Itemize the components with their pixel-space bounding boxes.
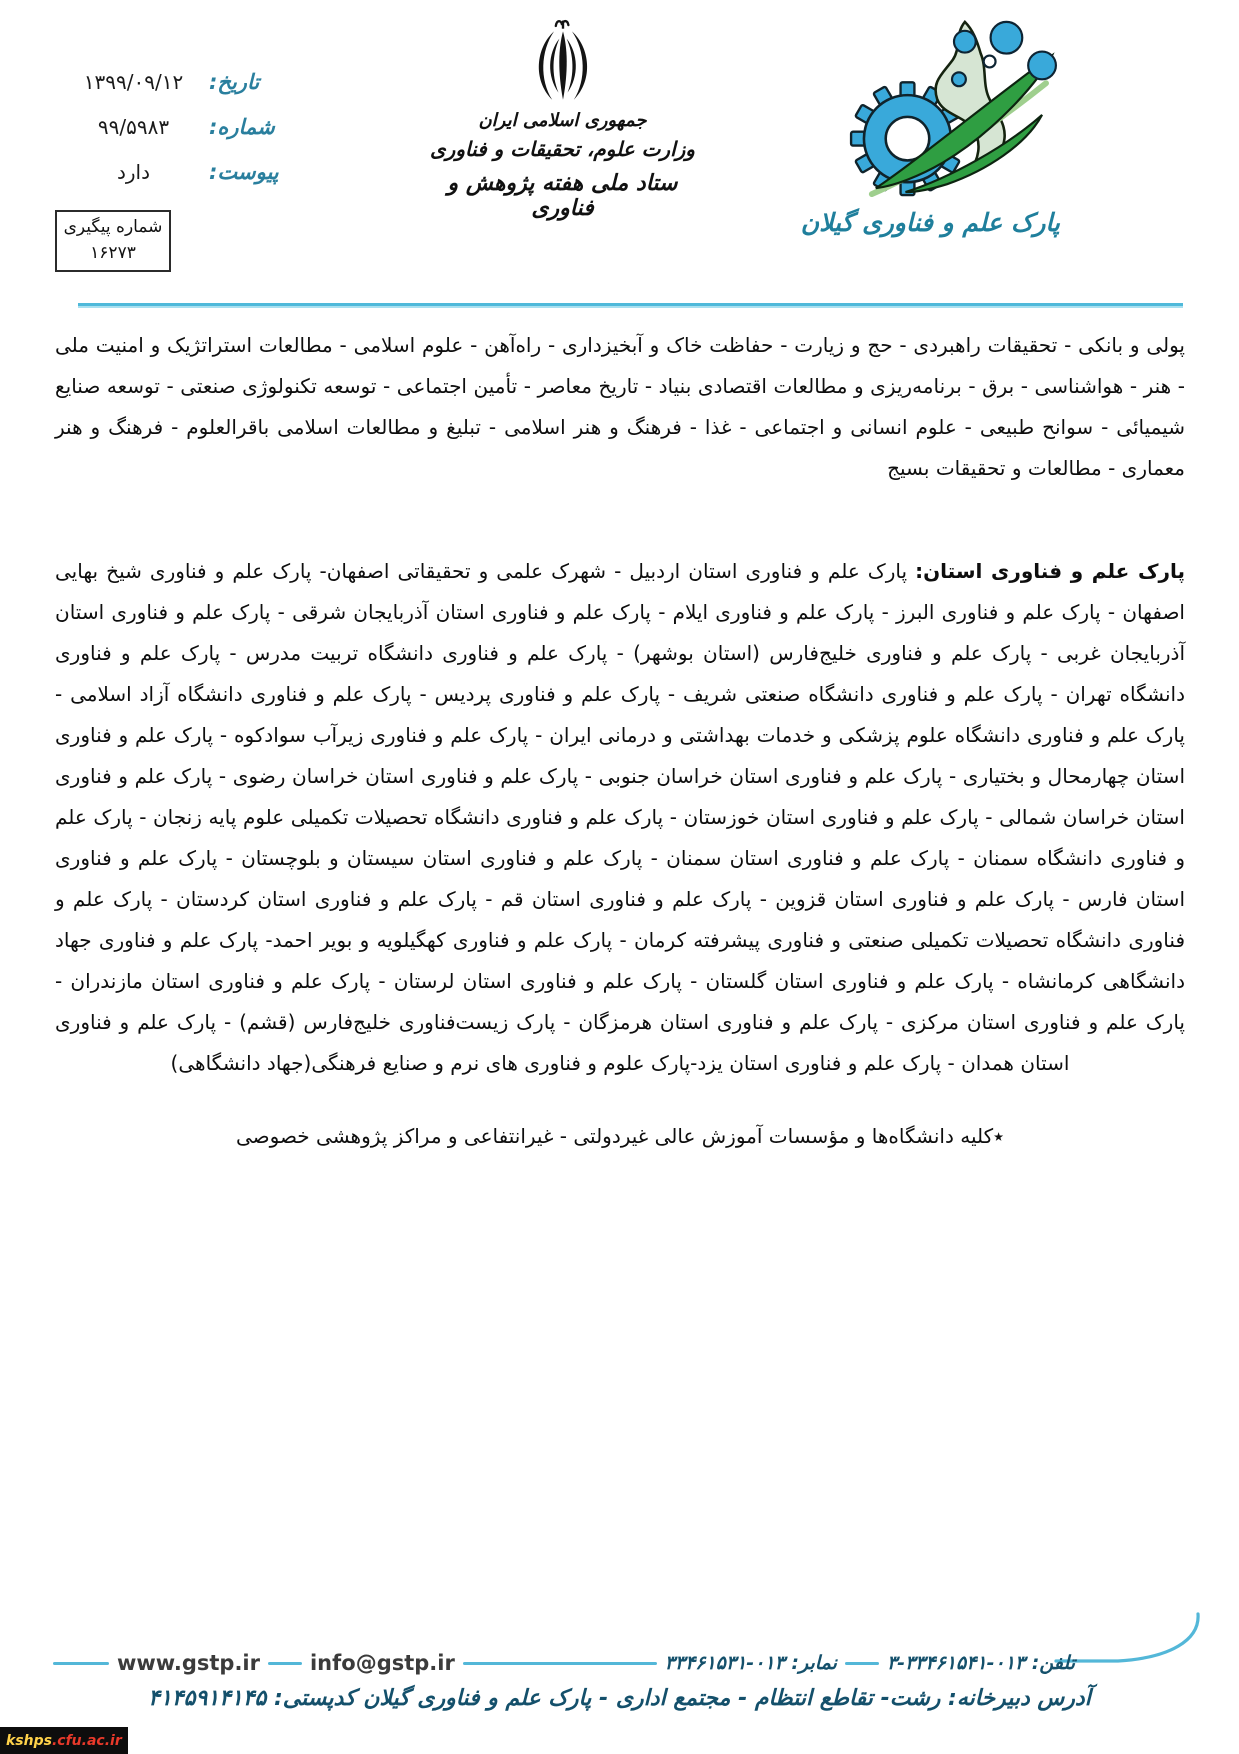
footer-website: www.gstp.ir	[117, 1651, 260, 1675]
tracking-number-box	[55, 210, 171, 272]
watermark-text-right: .cfu.ac.ir	[51, 1732, 122, 1749]
meta-row-number	[58, 115, 293, 139]
gilan-stp-logo-icon	[848, 12, 1058, 200]
tracking-number-label: شماره پیگیری	[63, 217, 163, 237]
letterhead-center	[425, 16, 700, 221]
republic-title: جمهوری اسلامی ایران	[478, 110, 647, 131]
footer-address: آدرس دبیرخانه: رشت- تقاطع انتظام - مجتمع اداری - پارک علم و فناوری گیلان کدپستی: ۴۱۴۵۹۱۴۱۴۵	[148, 1686, 1091, 1711]
footer-rule-segment	[53, 1662, 109, 1665]
recipients-paragraph-1: پولی و بانکی - تحقیقات راهبردی - حج و زیارت - حفاظت خاک و آبخیزداری - راه‌آهن - علوم اسلامی - مطالعات استراتژیک و امنیت ملی - هنر - هواشناسی - برق - برنامه‌ریزی و مطالعات اقتصادی بنیاد - تاریخ معاصر - تأمین اجتماعی - توسعه تکنولوژی صنعتی - توسعه صنایع شیمیائی - سوانح طبیعی - علوم انسانی و اجتماعی - غذا - فرهنگ و هنر اسلامی - تبلیغ و مطالعات اسلامی باقرالعلوم - فرهنگ و هنر معماری - مطالعات و تحقیقات بسیج	[55, 333, 1185, 480]
iran-emblem-icon	[527, 16, 599, 108]
recipients-paragraph-2	[55, 551, 1185, 1084]
paragraph-2-text: پارک علم و فناوری استان اردبیل - شهرک علمی و تحقیقاتی اصفهان- پارک علم و فناوری شیخ بهایی اصفهان - پارک علم و فناوری البرز - پارک علم و فناوری ایلام - پارک علم و فناوری استان آذربایجان شرقی - پارک علم و فناوری استان آذربایجان غربی - پارک علم و فناوری خلیج‌فارس (استان بوشهر) - پارک علم و فناوری دانشگاه تربیت مدرس - پارک علم و فناوری دانشگاه تهران - پارک علم و فناوری دانشگاه صنعتی شریف - پارک علم و فناوری پردیس - پارک علم و فناوری دانشگاه آزاد اسلامی - پارک علم و فناوری دانشگاه علوم پزشکی و خدمات بهداشتی و درمانی ایران - پارک علم و فناوری زیرآب سوادکوه - پارک علم و فناوری استان چهارمحال و بختیاری - پارک علم و فناوری استان خراسان جنوبی - پارک علم و فناوری استان خراسان رضوی - پارک علم و فناوری استان خراسان شمالی - پارک علم و فناوری استان خوزستان - پارک علم و فناوری دانشگاه تحصیلات تکمیلی علوم پایه زنجان - پارک علم و فناوری دانشگاه سمنان - پارک علم و فناوری استان سمنان - پارک علم و فناوری استان سیستان و بلوچستان - پارک علم و فناوری استان فارس - پارک علم و فناوری استان قزوین - پارک علم و فناوری استان قم - پارک علم و فناوری استان کردستان - پارک علم و فناوری دانشگاه تحصیلات تکمیلی صنعتی و فناوری پیشرفته کرمان - پارک علم و فناوری کهگیلویه و بویر احمد- پارک علم و فناوری جهاد دانشگاهی کرمانشاه - پارک علم و فناوری استان گلستان - پارک علم و فناوری استان لرستان - پارک علم و فناوری استان مازندران - پارک علم و فناوری استان مرکزی - پارک علم و فناوری استان هرمزگان - پارک زیست‌فناوری خلیج‌فارس (قشم) - پارک علم و فناوری استان همدان - پارک علم و فناوری استان یزد-پارک علوم و فناوری های نرم و صنایع فرهنگی(جهاد دانشگاهی)	[55, 559, 1185, 1075]
number-label: شماره:	[209, 115, 275, 139]
logo-caption: پارک علم و فناوری گیلان	[800, 208, 1060, 237]
footer-contact-line	[45, 1644, 1075, 1682]
footer-rule-segment	[845, 1662, 879, 1665]
footer-email: info@gstp.ir	[309, 1651, 455, 1675]
number-value: ۹۹/۵۹۸۳	[97, 115, 170, 139]
meta-row-attachment	[58, 160, 293, 184]
attachment-label: پیوست:	[209, 160, 279, 184]
footer-rule-segment	[463, 1662, 657, 1665]
research-week-hq-title: ستاد ملی هفته پژوهش و فناوری	[447, 171, 678, 221]
recipients-paragraph-3: ٭کلیه دانشگاه‌ها و مؤسسات آموزش عالی غیردولتی - غیرانتفاعی و مراکز پژوهشی خصوصی	[235, 1124, 1005, 1148]
attachment-value: دارد	[116, 160, 151, 184]
meta-row-date	[58, 70, 293, 94]
footer-rule-segment	[268, 1662, 302, 1665]
footer-fax: نمابر: ۰۱۳-۳۳۴۶۱۵۳۱	[664, 1652, 837, 1674]
watermark-text-left: kshps	[6, 1732, 52, 1749]
date-value: ۱۳۹۹/۰۹/۱۲	[83, 70, 184, 94]
gilan-stp-logo-block	[800, 12, 1060, 237]
footer-phone: تلفن: ۰۱۳-۳۳۴۶۱۵۴۱-۳	[886, 1652, 1075, 1674]
letter-body	[55, 325, 1185, 1157]
header-separator-rule	[78, 303, 1183, 306]
watermark-badge	[0, 1727, 128, 1754]
tracking-number-value: ۱۶۲۷۳	[90, 243, 136, 263]
paragraph-2-lead: پارک علم و فناوری استان:	[915, 559, 1185, 583]
ministry-title: وزارت علوم، تحقیقات و فناوری	[430, 137, 695, 161]
date-label: تاریخ:	[209, 70, 260, 94]
letter-meta-block	[58, 70, 293, 205]
